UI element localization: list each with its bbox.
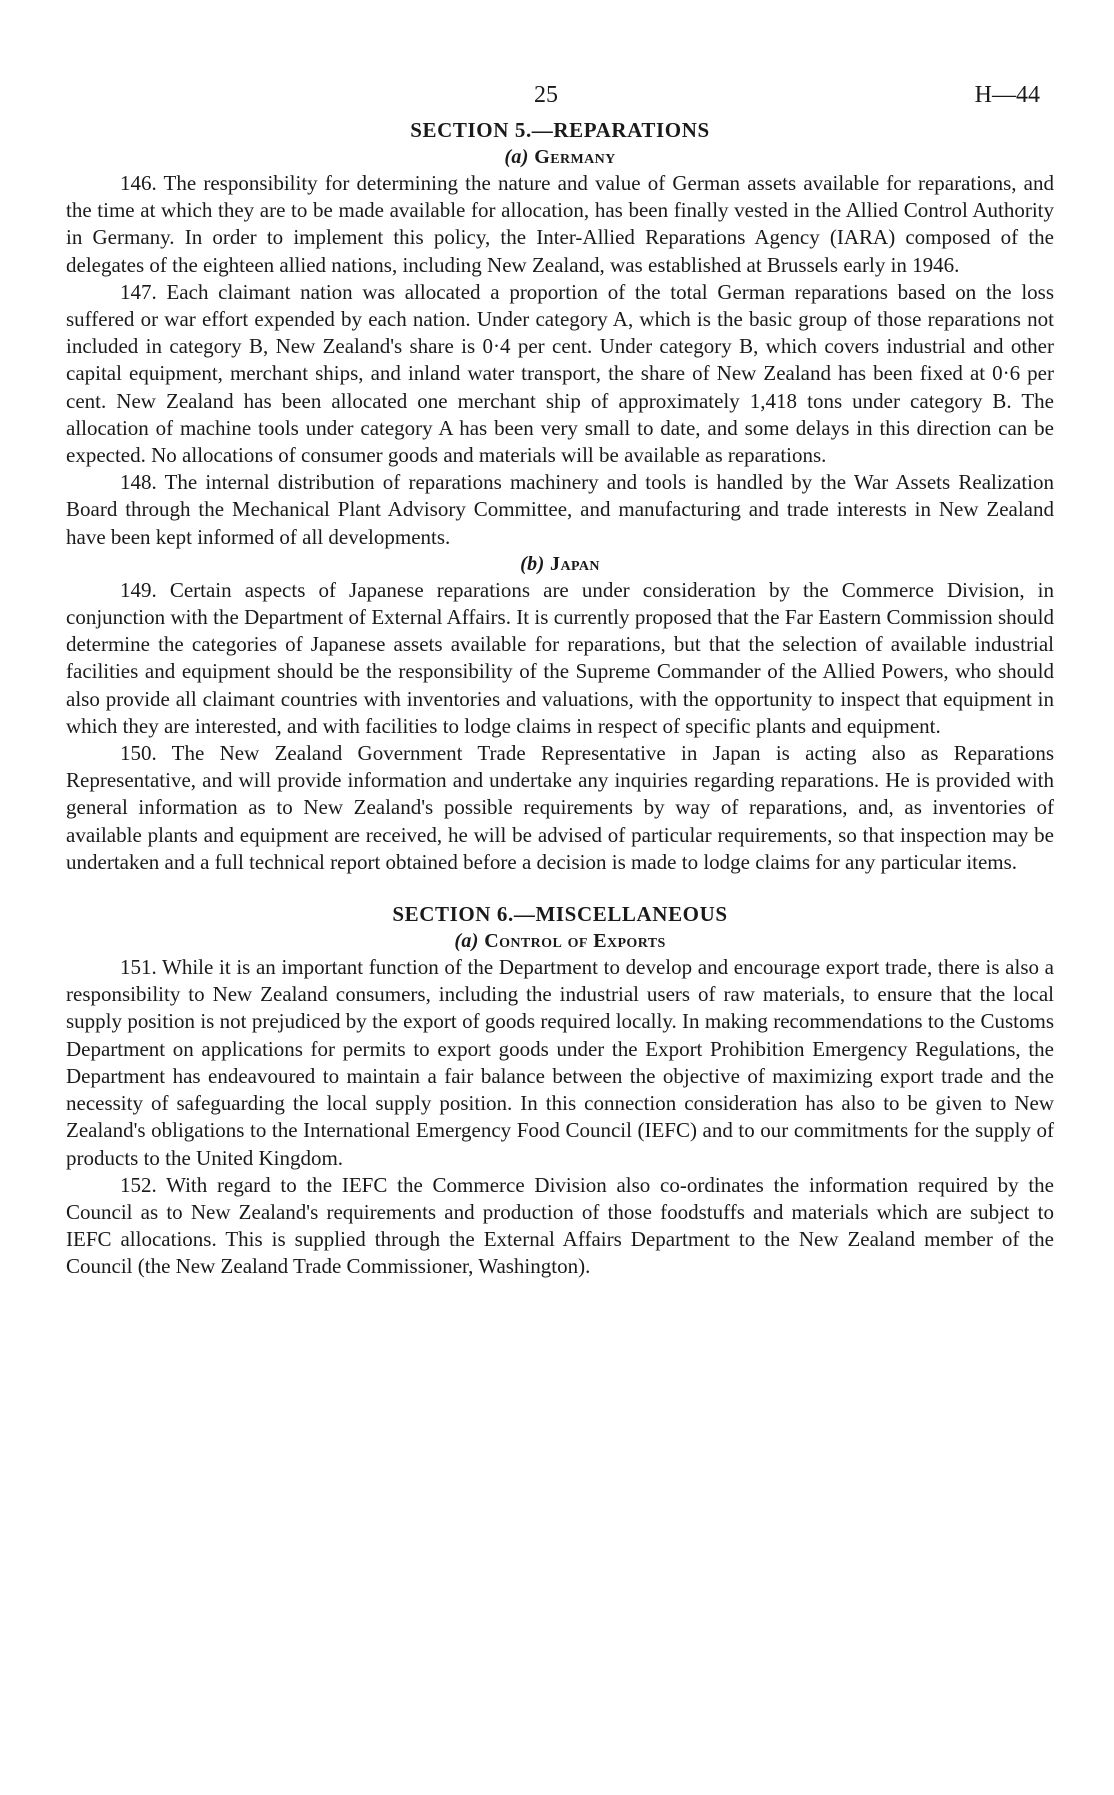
paragraph-147: 147. Each claimant nation was allocated a proportion of the total German reparations based on the loss suffered or war effort expended by each nation. Under category A, which is the basic group of those reparations not included in category B, New Zealand's share is 0·4 per cent. Under category B, which covers industrial and other capital equipment, merchant ships, and inland water transport, the share of New Zealand has been fixed at 0·6 per cent. New Zealand has been allocated one merchant ship of approximately 1,418 tons under category B. The allocation of machine tools under category A has been very small to date, and some delays in this direction can be expected. No allocations of consumer goods and materials will be available as reparations. [66, 279, 1054, 468]
paragraph-148: 148. The internal distribution of reparations machinery and tools is handled by the War Assets Realization Board through the Mechanical Plant Advisory Committee, and manufacturing and trade interests in New Zealand have been kept informed of all developments. [66, 470, 1054, 549]
paragraph-152: 152. With regard to the IEFC the Commerce Division also co-ordinates the information required by the Council as to New Zealand's requirements and production of those foodstuffs and materials which are subject to IEFC allocations. This is supplied through the External Affairs Department to the New Zealand member of the Council (the New Zealand Trade Commissioner, Washington). [66, 1172, 1054, 1279]
subheading-title: Japan [550, 552, 600, 575]
document-reference: H—44 [974, 82, 1040, 108]
subheading-title: Control of Exports [484, 930, 666, 953]
paragraph-149: 149. Certain aspects of Japanese reparations are under consideration by the Commerce Division, in conjunction with the Department of External Affairs. It is currently proposed that the Far Eastern Commission should determine the categories of Japanese assets available for reparations, but that the selection of available industrial facilities and equipment should be the responsibility of the Supreme Commander of the Allied Powers, who should also provide all claimant countries with inventories and valuations, with the opportunity to inspect that equipment in which they are interested, and with facilities to lodge claims in respect of specific plants and equipment. [66, 577, 1054, 738]
section-5-heading: SECTION 5.—REPARATIONS [410, 118, 710, 142]
paragraph-151: 151. While it is an important function of the Department to develop and encourage export trade, there is also a responsibility to New Zealand consumers, including the industrial users of raw materials, to ensure that the local supply position is not prejudiced by the export of goods required locally. In making recommendations to the Customs Department on applications for permits to export goods under the Export Prohibition Emergency Regulations, the Department has endeavoured to maintain a fair balance between the objective of maximizing export trade and the necessity of safeguarding the local supply position. In this connection consideration has also to be given to New Zealand's obligations to the International Emergency Food Council (IEFC) and to our commitments for the supply of products to the United Kingdom. [66, 955, 1054, 1170]
paragraph-146: 146. The responsibility for determining the nature and value of German assets available for reparations, and the time at which they are to be made available for allocation, has been finally vested in the Allied Control Authority in Germany. In order to implement this policy, the Inter-Allied Reparations Agency (IARA) composed of the delegates of the eighteen allied nations, including New Zealand, was established at Brussels early in 1946. [66, 171, 1054, 277]
subheading-germany [66, 144, 1054, 170]
paragraph-150: 150. The New Zealand Government Trade Representative in Japan is acting also as Reparations Representative, and will provide information and undertake any inquiries regarding reparations. He is provided with general information as to New Zealand's possible requirements by way of reparations, and, as inventories of available plants and equipment are received, he will be advised of particular requirements, so that inspection may be undertaken and a full technical report obtained before a decision is made to lodge claims for any particular items. [66, 741, 1054, 874]
subheading-control-of-exports [66, 928, 1054, 954]
section-6-heading: SECTION 6.—MISCELLANEOUS [392, 902, 728, 927]
subheading-letter: (a) [504, 146, 529, 168]
section-spacer [66, 876, 1054, 900]
subheading-japan [66, 551, 1054, 577]
page-number: 25 [534, 82, 558, 108]
running-head [66, 70, 1054, 116]
subheading-title: Germany [534, 146, 616, 168]
subheading-letter: (a) [454, 930, 479, 953]
subheading-letter: (b) [520, 552, 545, 575]
